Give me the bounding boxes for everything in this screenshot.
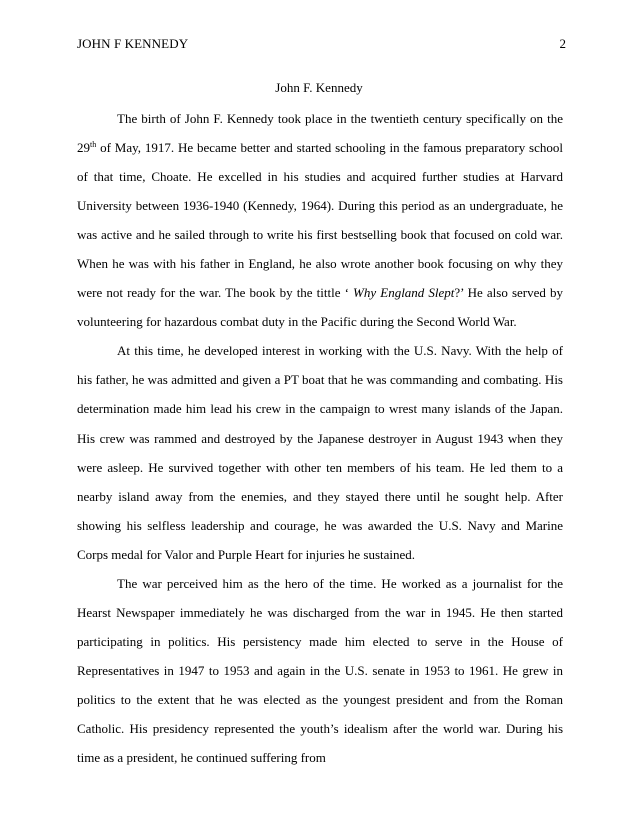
ordinal-suffix: th xyxy=(90,140,97,150)
paragraph xyxy=(77,104,563,336)
document-body xyxy=(77,104,563,772)
paragraph-text: of May, 1917. He became better and started schooling in the famous preparatory school of that time, Choate. He excelled in his studies and acquired further studies at Harvard University between 1936-1940 (Kennedy, 1964). During this period as an undergraduate, he was active and he sailed through to write his first bestselling book that focused on cold war. When he was with his father in England, he also wrote another book focusing on why they were not ready for the war. The book by the tittle ‘ xyxy=(77,140,563,301)
paragraph: The war perceived him as the hero of the time. He worked as a journalist for the Hearst Newspaper immediately he was discharged from the war in 1945. He then started participating in politics. His persistency made him elected to serve in the House of Representatives in 1947 to 1953 and again in the U.S. senate in 1953 to 1961. He grew in politics to the extent that he was elected as the youngest president and from the Roman Catholic. His presidency represented the youth’s idealism after the world war. During his time as a president, he continued suffering from xyxy=(77,575,563,766)
paragraph: At this time, he developed interest in working with the U.S. Navy. With the help of his father, he was admitted and given a PT boat that he was commanding and combating. His determination made him lead his crew in the campaign to wrest many islands of the Japan. His crew was rammed and destroyed by the Japanese destroyer in August 1943 when they were asleep. He survived together with other ten members of his team. He led them to a nearby island away from the enemies, and they stayed there until he sought help. After showing his selfless leadership and courage, he was awarded the U.S. Navy and Marine Corps medal for Valor and Purple Heart for injuries he sustained. xyxy=(77,343,563,562)
running-head: JOHN F KENNEDY xyxy=(77,36,189,51)
paragraph-text: The birth of John F. Kennedy took place in the twentieth century specifically on the 29 xyxy=(77,111,563,156)
paragraph-text: ?’ He also served by volunteering for hazardous combat duty in the Pacific during the Second World War. xyxy=(77,285,563,330)
document-title: John F. Kennedy xyxy=(275,80,363,95)
page-number: 2 xyxy=(559,36,566,51)
book-title: Why England Slept xyxy=(353,285,455,301)
